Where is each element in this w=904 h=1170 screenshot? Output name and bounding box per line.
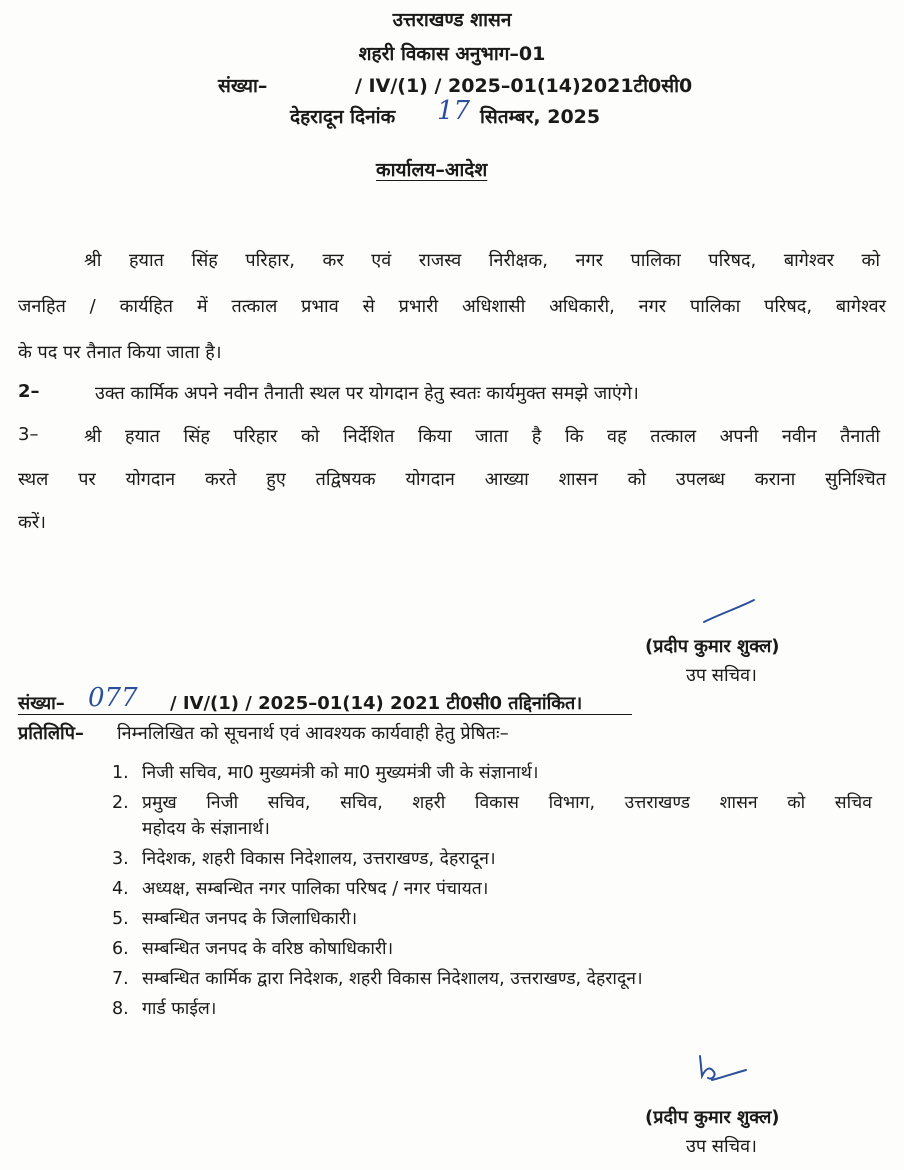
order-number-value: / IV/(1) / 2025–01(14)2021टी0सी0 [355,75,693,97]
signature-mark-1 [700,596,760,626]
paragraph-3-line-2: स्थल पर योगदान करते हुए तद्विषयक योगदान आख्या शासन को उपलब्ध कराना सुनिश्चित [18,469,886,490]
signatory-name-2: (प्रदीप कुमार शुक्ल) [645,1107,780,1128]
section-heading: शहरी विकास अनुभाग–01 [358,43,546,65]
paragraph-2-number: 2– [18,381,40,402]
paragraph-2-text: उक्त कार्मिक अपने नवीन तैनाती स्थल पर योगदान हेतु स्वतः कार्यमुक्त समझे जाएंगे। [95,383,639,404]
copy-number-handwritten: 077 [88,683,138,713]
paragraph-1-line-3: के पद पर तैनात किया जाता है। [18,342,222,363]
list-item-text: सम्बन्धित जनपद के वरिष्ठ कोषाधिकारी। [142,939,394,959]
copy-number-label: संख्या– [18,693,65,714]
list-item-text: अध्यक्ष, सम्बन्धित नगर पालिका परिषद / नगर पंचायत। [142,879,489,899]
signature-mark-2 [690,1050,750,1090]
paragraph-1-line-1: श्री हयात सिंह परिहार, कर एवं राजस्व निरीक्षक, नगर पालिका परिषद, बागेश्वर को [84,250,880,271]
paragraph-1-line-2: जनहित / कार्यहित में तत्काल प्रभाव से प्रभारी अधिशासी अधिकारी, नगर पालिका परिषद, बागेश्वर [18,296,886,317]
list-item-text: निदेशक, शहरी विकास निदेशालय, उत्तराखण्ड, देहरादून। [142,849,496,869]
list-item-text: महोदय के संज्ञानार्थ। [142,819,270,839]
list-item-number: 3. [112,849,129,869]
list-item-number: 8. [112,999,129,1019]
date-suffix: सितम्बर, 2025 [480,106,601,128]
signatory-designation-2: उप सचिव। [686,1136,757,1157]
list-item-text: गार्ड फाईल। [142,999,217,1019]
paragraph-3-number: 3– [18,424,39,445]
list-item [112,904,872,934]
list-item [112,994,872,1024]
list-item-continuation [112,814,872,844]
copy-number-underline [18,714,632,715]
paragraph-3-line-3: करें। [18,512,47,533]
list-item-number: 2. [112,793,129,813]
list-item-text: सम्बन्धित जनपद के जिलाधिकारी। [142,909,358,929]
order-number-label: संख्या– [218,75,268,97]
list-item-text: प्रमुख निजी सचिव, सचिव, शहरी विकास विभाग, उत्तराखण्ड शासन को सचिव [142,793,872,813]
list-item [112,874,872,904]
signatory-designation-1: उप सचिव। [686,665,757,686]
list-item-text: सम्बन्धित कार्मिक द्वारा निदेशक, शहरी विकास निदेशालय, उत्तराखण्ड, देहरादून। [142,969,643,989]
copy-number-rest: / IV/(1) / 2025–01(14) 2021 टी0सी0 तद्दिनांकित। [170,693,583,714]
list-item-number: 5. [112,909,129,929]
page-title: कार्यालय–आदेश [376,159,488,181]
department-heading: उत्तराखण्ड शासन [392,9,512,31]
signatory-name-1: (प्रदीप कुमार शुक्ल) [645,636,780,657]
date-prefix: देहरादून दिनांक [290,106,396,128]
list-item-number: 6. [112,939,129,959]
distribution-list [112,758,872,1024]
date-day-handwritten: 17 [437,96,471,126]
list-item [112,844,872,874]
list-item-number: 1. [112,763,129,783]
list-item-number: 7. [112,969,129,989]
list-item-text: निजी सचिव, मा0 मुख्यमंत्री को मा0 मुख्यमंत्री जी के संज्ञानार्थ। [142,763,539,783]
list-item-number: 4. [112,879,129,899]
list-item [112,758,872,788]
paragraph-3-line-1: श्री हयात सिंह परिहार को निर्देशित किया जाता है कि वह तत्काल अपनी नवीन तैनाती [84,426,880,447]
list-item [112,934,872,964]
list-item [112,964,872,994]
copy-prefix-label: प्रतिलिपि– [18,723,84,744]
copy-prefix-text: निम्नलिखित को सूचनार्थ एवं आवश्यक कार्यवाही हेतु प्रेषितः– [117,723,509,744]
